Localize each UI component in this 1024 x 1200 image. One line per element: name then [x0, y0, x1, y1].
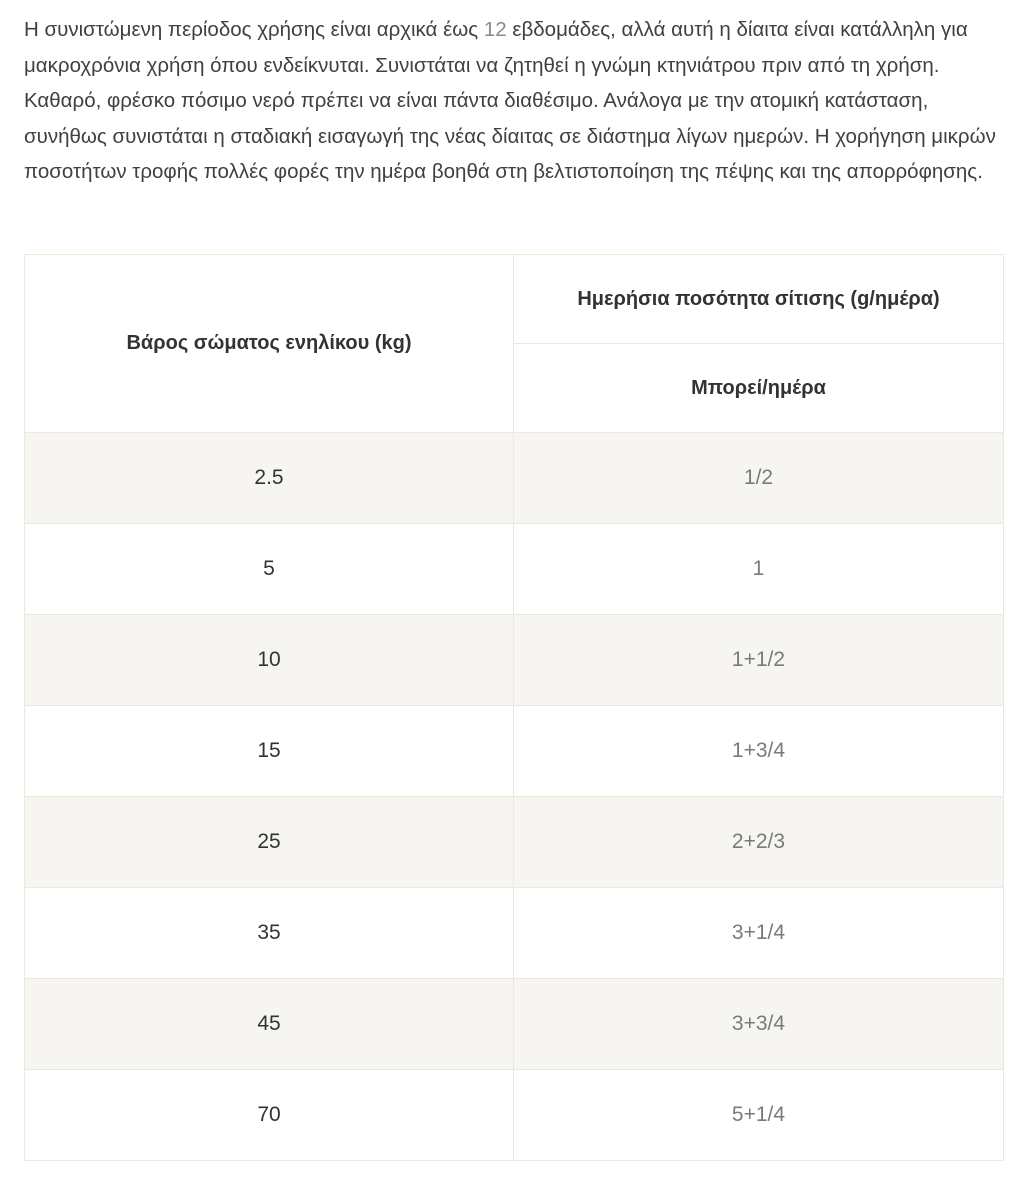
intro-weeks-number: 12	[483, 18, 507, 41]
weight-column-header: Βάρος σώματος ενηλίκου (kg)	[25, 255, 514, 433]
weight-cell: 10	[25, 615, 514, 706]
weight-cell: 5	[25, 524, 514, 615]
table-row	[25, 706, 1004, 797]
intro-text-start: Η συνιστώμενη περίοδος χρήσης είναι αρχικά έως	[24, 18, 484, 41]
feeding-table-container	[24, 254, 1003, 1161]
amount-cell: 1+1/2	[514, 615, 1004, 706]
weight-cell: 15	[25, 706, 514, 797]
table-row	[25, 433, 1004, 524]
amount-cell: 1/2	[514, 433, 1004, 524]
intro-paragraph	[24, 12, 1009, 190]
cans-per-day-subheader: Μπορεί/ημέρα	[514, 344, 1004, 433]
amount-cell: 1	[514, 524, 1004, 615]
amount-cell: 3+3/4	[514, 979, 1004, 1070]
table-row	[25, 888, 1004, 979]
weight-cell: 25	[25, 797, 514, 888]
weight-cell: 35	[25, 888, 514, 979]
amount-cell: 2+2/3	[514, 797, 1004, 888]
table-row	[25, 979, 1004, 1070]
table-row	[25, 1070, 1004, 1161]
table-row	[25, 615, 1004, 706]
table-row	[25, 524, 1004, 615]
intro-text-rest: εβδομάδες, αλλά αυτή η δίαιτα είναι κατάλληλη για μακροχρόνια χρήση όπου ενδείκνυται. Συνιστάται να ζητηθεί η γνώμη κτηνιάτρου πριν από τη χρήση. Καθαρό, φρέσκο πόσιμο νερό πρέπει να είναι πάντα διαθέσιμο. Ανάλογα με την ατομική κατάσταση, συνήθως συνιστάται η σταδιακή εισαγωγή της νέας δίαιτας σε διάστημα λίγων ημερών. Η χορήγηση μικρών ποσοτήτων τροφής πολλές φορές την ημέρα βοηθά στη βελτιστοποίηση της πέψης και της απορρόφησης.	[24, 18, 996, 183]
weight-cell: 70	[25, 1070, 514, 1161]
amount-cell: 1+3/4	[514, 706, 1004, 797]
daily-amount-column-header: Ημερήσια ποσότητα σίτισης (g/ημέρα)	[514, 255, 1004, 344]
table-row	[25, 797, 1004, 888]
weight-cell: 45	[25, 979, 514, 1070]
weight-cell: 2.5	[25, 433, 514, 524]
amount-cell: 3+1/4	[514, 888, 1004, 979]
feeding-table	[24, 254, 1004, 1161]
amount-cell: 5+1/4	[514, 1070, 1004, 1161]
